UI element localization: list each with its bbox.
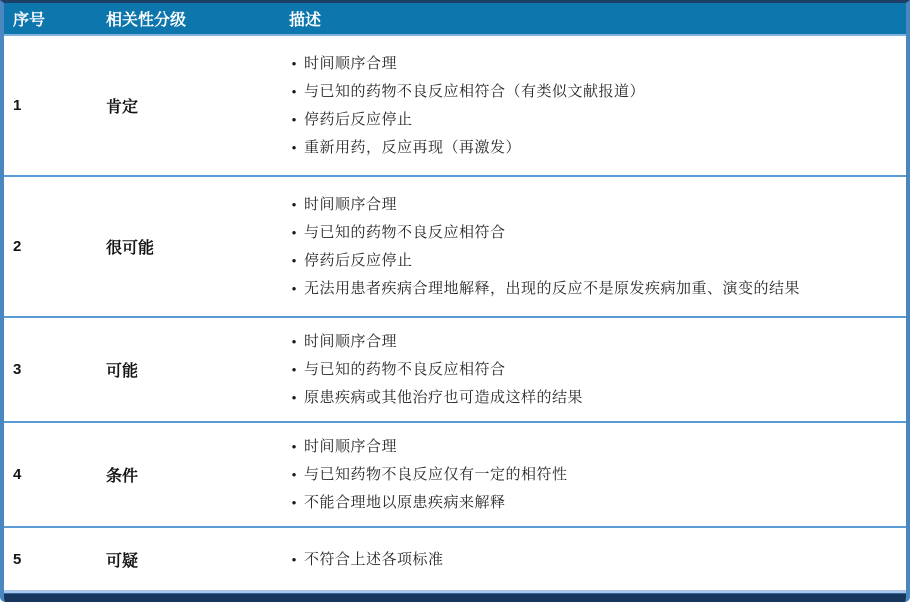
bullet-list	[284, 324, 896, 415]
bullet-text: 与已知药物不良反应仅有一定的相符性	[304, 466, 568, 483]
bullet-text: 时间顺序合理	[304, 55, 398, 72]
bullet-icon: •	[291, 362, 297, 377]
description-cell	[284, 36, 906, 175]
bullet-text: 停药后反应停止	[304, 111, 413, 128]
table-row	[4, 316, 906, 421]
bullet-icon: •	[291, 334, 297, 349]
bullet-icon: •	[291, 467, 297, 482]
row-number: 5	[13, 550, 22, 568]
description-cell	[284, 177, 906, 316]
bullet-text: 不能合理地以原患疾病来解释	[304, 494, 506, 511]
table-row	[4, 175, 906, 316]
grade-label: 很可能	[106, 240, 155, 257]
table-row	[4, 421, 906, 526]
bullet-icon: •	[291, 551, 297, 567]
grade-label: 肯定	[106, 99, 139, 116]
bullet-item	[284, 81, 896, 102]
bullet-text: 无法用患者疾病合理地解释，出现的反应不是原发疾病加重、演变的结果	[304, 280, 801, 297]
table-row	[4, 526, 906, 590]
bullet-list	[284, 46, 896, 165]
grade-label: 条件	[106, 468, 139, 485]
bullet-item	[284, 194, 896, 215]
bullet-item	[284, 222, 896, 243]
bullet-item	[284, 387, 896, 408]
bullet-item	[284, 331, 896, 352]
header-cell-grade: 相关性分级	[106, 12, 187, 29]
table-header-row	[4, 3, 906, 36]
bullet-text: 时间顺序合理	[304, 196, 398, 213]
footer-navy-bar	[4, 593, 906, 602]
bullet-icon: •	[291, 495, 297, 510]
bullet-icon: •	[291, 439, 297, 454]
bullet-item	[284, 464, 896, 485]
table-body	[4, 36, 906, 590]
description-cell	[284, 318, 906, 421]
description-cell	[284, 423, 906, 526]
bullet-icon: •	[291, 225, 297, 240]
bullet-text: 原患疾病或其他治疗也可造成这样的结果	[304, 389, 584, 406]
bullet-icon: •	[291, 281, 297, 296]
bullet-list	[284, 542, 896, 577]
table-row	[4, 36, 906, 175]
row-number: 3	[13, 361, 22, 378]
header-cell-no: 序号	[13, 12, 46, 29]
bullet-item	[284, 436, 896, 457]
description-cell	[284, 528, 906, 590]
bullet-list	[284, 187, 896, 306]
bullet-item	[284, 109, 896, 130]
row-number: 4	[13, 466, 22, 483]
bullet-icon: •	[291, 56, 297, 71]
bullet-icon: •	[291, 112, 297, 127]
bullet-icon: •	[291, 197, 297, 212]
bullet-text: 重新用药，反应再现（再激发）	[304, 139, 522, 156]
bullet-icon: •	[291, 253, 297, 268]
bullet-item	[284, 359, 896, 380]
grade-label: 可疑	[106, 552, 139, 570]
header-cell-description: 描述	[289, 12, 322, 29]
bullet-icon: •	[291, 140, 297, 155]
bullet-item	[284, 549, 896, 570]
bullet-icon: •	[291, 390, 297, 405]
bullet-item	[284, 53, 896, 74]
bullet-icon: •	[291, 84, 297, 99]
bullet-item	[284, 137, 896, 158]
bullet-text: 时间顺序合理	[304, 333, 398, 350]
bullet-text: 与已知的药物不良反应相符合	[304, 224, 506, 241]
grade-label: 可能	[106, 363, 139, 380]
bullet-text: 时间顺序合理	[304, 438, 398, 455]
bullet-text: 停药后反应停止	[304, 252, 413, 269]
bullet-item	[284, 492, 896, 513]
bullet-item	[284, 278, 896, 299]
row-number: 2	[13, 238, 22, 255]
bullet-item	[284, 250, 896, 271]
row-number: 1	[13, 97, 22, 114]
bullet-text: 与已知的药物不良反应相符合	[304, 361, 506, 378]
bullet-list	[284, 429, 896, 520]
bullet-text: 与已知的药物不良反应相符合（有类似文献报道）	[304, 83, 646, 100]
bullet-text: 不符合上述各项标准	[304, 550, 444, 568]
